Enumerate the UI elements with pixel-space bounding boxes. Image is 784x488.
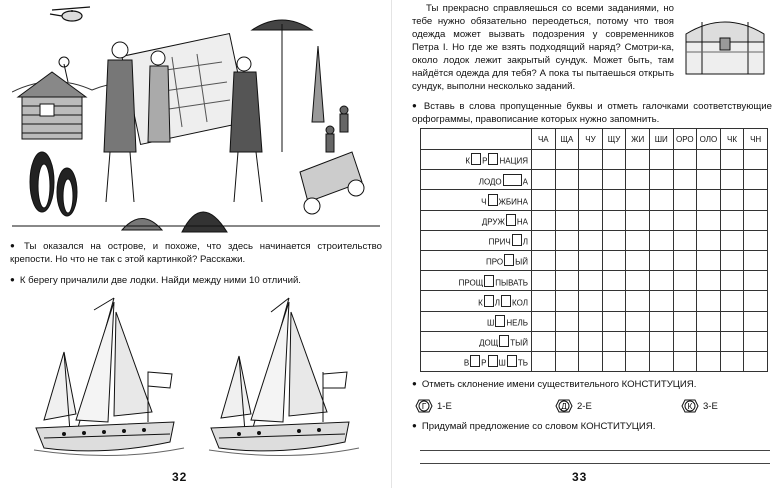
word-with-gaps [421, 291, 532, 311]
checkmark-cell[interactable] [555, 351, 579, 371]
word-with-gaps [421, 150, 532, 170]
word-part: ПРОЩ [458, 277, 484, 287]
orthogram-header: ЖИ [626, 129, 650, 150]
table-row [421, 271, 768, 291]
checkmark-cell[interactable] [626, 271, 650, 291]
task-sentence: ● Придумай предложение со словом КОНСТИТУЦИЯ. [412, 420, 772, 433]
checkmark-cell[interactable] [697, 291, 721, 311]
checkmark-cell[interactable] [697, 150, 721, 170]
checkmark-cell[interactable] [579, 311, 603, 331]
checkmark-cell[interactable] [649, 311, 673, 331]
checkmark-cell[interactable] [673, 230, 697, 250]
checkmark-cell[interactable] [602, 150, 626, 170]
missing-letter-box[interactable] [504, 254, 514, 266]
checkmark-cell[interactable] [579, 250, 603, 270]
checkmark-cell[interactable] [649, 230, 673, 250]
word-part: ДОЩ [479, 338, 499, 348]
word-part: Ш [487, 318, 495, 328]
checkmark-cell[interactable] [626, 291, 650, 311]
checkmark-cell[interactable] [697, 311, 721, 331]
checkmark-cell[interactable] [697, 210, 721, 230]
checkmark-cell[interactable] [649, 170, 673, 190]
checkmark-cell[interactable] [673, 311, 697, 331]
table-row [421, 311, 768, 331]
checkmark-cell[interactable] [744, 230, 768, 250]
word-part: Р [481, 358, 487, 368]
missing-letter-box[interactable] [488, 355, 498, 367]
checkmark-cell[interactable] [579, 210, 603, 230]
checkmark-cell[interactable] [626, 170, 650, 190]
answer-line[interactable] [420, 451, 770, 464]
checkmark-cell[interactable] [744, 190, 768, 210]
checkmark-cell[interactable] [532, 150, 556, 170]
table-row [421, 170, 768, 190]
word-part: ЛОДО [478, 176, 502, 186]
checkmark-cell[interactable] [673, 351, 697, 371]
declension-label-2: 2-Е [577, 400, 592, 412]
svg-text:К: К [687, 402, 693, 411]
checkmark-cell[interactable] [744, 271, 768, 291]
checkmark-cell[interactable] [555, 190, 579, 210]
checkmark-cell[interactable] [697, 271, 721, 291]
word-part: В [463, 358, 470, 368]
missing-letter-box[interactable] [499, 335, 509, 347]
orthogram-header: ШИ [649, 129, 673, 150]
checkmark-cell[interactable] [720, 150, 744, 170]
checkmark-cell[interactable] [555, 331, 579, 351]
svg-text:Г: Г [421, 402, 427, 411]
checkmark-cell[interactable] [649, 271, 673, 291]
checkmark-cell[interactable] [579, 351, 603, 371]
word-with-gaps [421, 210, 532, 230]
word-part: ТЬ [517, 358, 528, 368]
missing-letter-box[interactable] [495, 315, 505, 327]
declension-option-1[interactable] [414, 398, 452, 414]
checkmark-cell[interactable] [532, 230, 556, 250]
checkmark-cell[interactable] [555, 150, 579, 170]
checkmark-cell[interactable] [673, 150, 697, 170]
checkmark-cell[interactable] [673, 210, 697, 230]
declension-options [414, 398, 754, 418]
checkmark-cell[interactable] [673, 291, 697, 311]
checkmark-cell[interactable] [555, 170, 579, 190]
answer-lines[interactable] [420, 438, 770, 464]
word-part: КОЛ [512, 298, 528, 308]
missing-letter-box[interactable] [470, 355, 480, 367]
word-part: К [465, 156, 471, 166]
word-with-gaps [421, 311, 532, 331]
page-number-right: 33 [572, 470, 588, 484]
declension-option-3[interactable] [680, 398, 718, 414]
missing-letter-box[interactable] [501, 295, 511, 307]
declension-label-3: 3-Е [703, 400, 718, 412]
checkmark-cell[interactable] [602, 190, 626, 210]
checkmark-cell[interactable] [697, 170, 721, 190]
answer-line[interactable] [420, 438, 770, 451]
word-part: НАЦИЯ [499, 156, 528, 166]
orthogram-header: ЧК [720, 129, 744, 150]
checkmark-cell[interactable] [555, 250, 579, 270]
missing-letter-box[interactable] [488, 153, 498, 165]
checkmark-cell[interactable] [555, 271, 579, 291]
word-part: Ш [498, 358, 506, 368]
task-spelling: ● Вставь в слова пропущенные буквы и отметь галочками соответствующие орфограммы, правописание которых нужно запомнить. [412, 100, 772, 126]
checkmark-cell[interactable] [602, 230, 626, 250]
checkmark-cell[interactable] [720, 230, 744, 250]
checkmark-cell[interactable] [649, 291, 673, 311]
checkmark-cell[interactable] [744, 351, 768, 371]
checkmark-cell[interactable] [697, 351, 721, 371]
word-part: ДРУЖ [481, 217, 505, 227]
checkmark-cell[interactable] [555, 210, 579, 230]
missing-letter-box[interactable] [512, 234, 522, 246]
word-column-header [421, 129, 532, 150]
checkmark-cell[interactable] [649, 190, 673, 210]
checkmark-cell[interactable] [626, 150, 650, 170]
checkmark-cell[interactable] [744, 170, 768, 190]
checkmark-cell[interactable] [626, 331, 650, 351]
checkmark-cell[interactable] [720, 311, 744, 331]
word-with-gaps [421, 331, 532, 351]
checkmark-cell[interactable] [649, 351, 673, 371]
checkmark-cell[interactable] [744, 311, 768, 331]
checkmark-cell[interactable] [579, 170, 603, 190]
missing-letter-box[interactable] [506, 214, 516, 226]
checkmark-cell[interactable] [602, 291, 626, 311]
task-declension: ● Отметь склонение имени существительного КОНСТИТУЦИЯ. [412, 378, 772, 391]
checkmark-cell[interactable] [673, 271, 697, 291]
checkmark-cell[interactable] [673, 190, 697, 210]
checkmark-cell[interactable] [744, 250, 768, 270]
missing-letter-box[interactable] [484, 295, 494, 307]
word-part: Ч [481, 197, 487, 207]
lock-icon [414, 398, 434, 414]
table-row [421, 250, 768, 270]
word-with-gaps [421, 230, 532, 250]
word-part: Р [482, 156, 488, 166]
word-part: А [522, 176, 528, 186]
table-row [421, 291, 768, 311]
word-with-gaps [421, 271, 532, 291]
checkmark-cell[interactable] [602, 271, 626, 291]
orthogram-header: ЩА [555, 129, 579, 150]
checkmark-cell[interactable] [579, 331, 603, 351]
checkmark-cell[interactable] [697, 331, 721, 351]
checkmark-cell[interactable] [602, 170, 626, 190]
table-row [421, 150, 768, 170]
table-row [421, 351, 768, 371]
checkmark-cell[interactable] [720, 250, 744, 270]
svg-text:Д: Д [561, 402, 567, 411]
ship-left [34, 298, 184, 456]
checkmark-cell[interactable] [602, 210, 626, 230]
checkmark-cell[interactable] [649, 150, 673, 170]
task-find-differences: ● К берегу причалили две лодки. Найди между ними 10 отличий. [10, 274, 382, 287]
checkmark-cell[interactable] [579, 271, 603, 291]
orthogram-header: ЧН [744, 129, 768, 150]
word-part: НЕЛЬ [506, 318, 528, 328]
checkmark-cell[interactable] [626, 230, 650, 250]
lock-icon [554, 398, 574, 414]
missing-letter-box[interactable] [507, 355, 517, 367]
checkmark-cell[interactable] [602, 351, 626, 371]
checkmark-cell[interactable] [602, 331, 626, 351]
checkmark-cell[interactable] [744, 150, 768, 170]
checkmark-cell[interactable] [579, 190, 603, 210]
checkmark-cell[interactable] [720, 210, 744, 230]
checkmark-cell[interactable] [602, 311, 626, 331]
checkmark-cell[interactable] [720, 170, 744, 190]
missing-letter-box[interactable] [503, 174, 522, 186]
checkmark-cell[interactable] [532, 250, 556, 270]
missing-letter-box[interactable] [471, 153, 481, 165]
declension-option-2[interactable] [554, 398, 592, 414]
checkmark-cell[interactable] [720, 291, 744, 311]
checkmark-cell[interactable] [555, 311, 579, 331]
word-part: ТЫЙ [510, 338, 528, 348]
checkmark-cell[interactable] [649, 331, 673, 351]
checkmark-cell[interactable] [532, 210, 556, 230]
checkmark-cell[interactable] [532, 170, 556, 190]
ship-right [209, 298, 359, 456]
word-with-gaps [421, 351, 532, 371]
chest-icon [680, 6, 770, 78]
checkmark-cell[interactable] [626, 210, 650, 230]
checkmark-cell[interactable] [720, 190, 744, 210]
word-part: ПЫВАТЬ [495, 277, 528, 287]
checkmark-cell[interactable] [720, 351, 744, 371]
declension-label-1: 1-Е [437, 400, 452, 412]
checkmark-cell[interactable] [673, 331, 697, 351]
orthogram-header: ОЛО [697, 129, 721, 150]
checkmark-cell[interactable] [602, 250, 626, 270]
checkmark-cell[interactable] [626, 351, 650, 371]
checkmark-cell[interactable] [720, 271, 744, 291]
word-part: ПРО [486, 257, 504, 267]
orthogram-header: ЧУ [579, 129, 603, 150]
fortress-construction-illustration [12, 2, 380, 234]
checkmark-cell[interactable] [626, 190, 650, 210]
checkmark-cell[interactable] [626, 250, 650, 270]
word-with-gaps [421, 250, 532, 270]
orthogram-header-row [421, 129, 768, 150]
right-page [392, 0, 784, 488]
table-row [421, 230, 768, 250]
table-row [421, 210, 768, 230]
checkmark-cell[interactable] [626, 311, 650, 331]
missing-letter-box[interactable] [484, 275, 494, 287]
lock-icon [680, 398, 700, 414]
table-row [421, 331, 768, 351]
checkmark-cell[interactable] [532, 351, 556, 371]
word-with-gaps [421, 170, 532, 190]
checkmark-cell[interactable] [744, 291, 768, 311]
orthogram-header: ЩУ [602, 129, 626, 150]
checkmark-cell[interactable] [555, 230, 579, 250]
word-part: Л [522, 237, 528, 247]
missing-letter-box[interactable] [488, 194, 498, 206]
word-part: К [478, 298, 483, 308]
checkmark-cell[interactable] [744, 210, 768, 230]
table-row [421, 190, 768, 210]
checkmark-cell[interactable] [532, 311, 556, 331]
checkmark-cell[interactable] [744, 331, 768, 351]
checkmark-cell[interactable] [649, 210, 673, 230]
checkmark-cell[interactable] [720, 331, 744, 351]
checkmark-cell[interactable] [673, 170, 697, 190]
checkmark-cell[interactable] [579, 150, 603, 170]
task-find-mistakes: ● Ты оказался на острове, и похоже, что здесь начинается строительство крепости. Но что не так с этой картинкой? Расскажи. [10, 240, 382, 266]
checkmark-cell[interactable] [697, 190, 721, 210]
checkmark-cell[interactable] [673, 250, 697, 270]
checkmark-cell[interactable] [532, 331, 556, 351]
word-part: ЫЙ [515, 257, 528, 267]
word-with-gaps [421, 190, 532, 210]
word-part: НА [516, 217, 528, 227]
orthogram-header: ОРО [673, 129, 697, 150]
word-part: Л [494, 298, 501, 308]
checkmark-cell[interactable] [532, 271, 556, 291]
two-ships-illustration [24, 292, 374, 462]
page-number-left: 32 [172, 470, 188, 484]
orthogram-header: ЧА [532, 129, 556, 150]
word-part: ЖБИНА [498, 197, 528, 207]
checkmark-cell[interactable] [555, 291, 579, 311]
checkmark-cell[interactable] [532, 190, 556, 210]
checkmark-cell[interactable] [697, 230, 721, 250]
checkmark-cell[interactable] [532, 291, 556, 311]
checkmark-cell[interactable] [697, 250, 721, 270]
checkmark-cell[interactable] [649, 250, 673, 270]
checkmark-cell[interactable] [579, 291, 603, 311]
intro-text: Ты прекрасно справляешься со всеми заданиями, но тебе нужно обязательно переодеться, потому что твоя одежда может вызвать подозрения у современников Петра I. Но где же взять подходящий наряд? Смотри-ка, около лодок лежит закрытый сундук. Может быть, там найдётся одежда для тебя? А пока ты пытаешься открыть сундук, выполни несколько заданий. [412, 3, 674, 92]
checkmark-cell[interactable] [579, 230, 603, 250]
orthogram-table [420, 128, 768, 372]
word-part: ПРИЧ [488, 237, 511, 247]
